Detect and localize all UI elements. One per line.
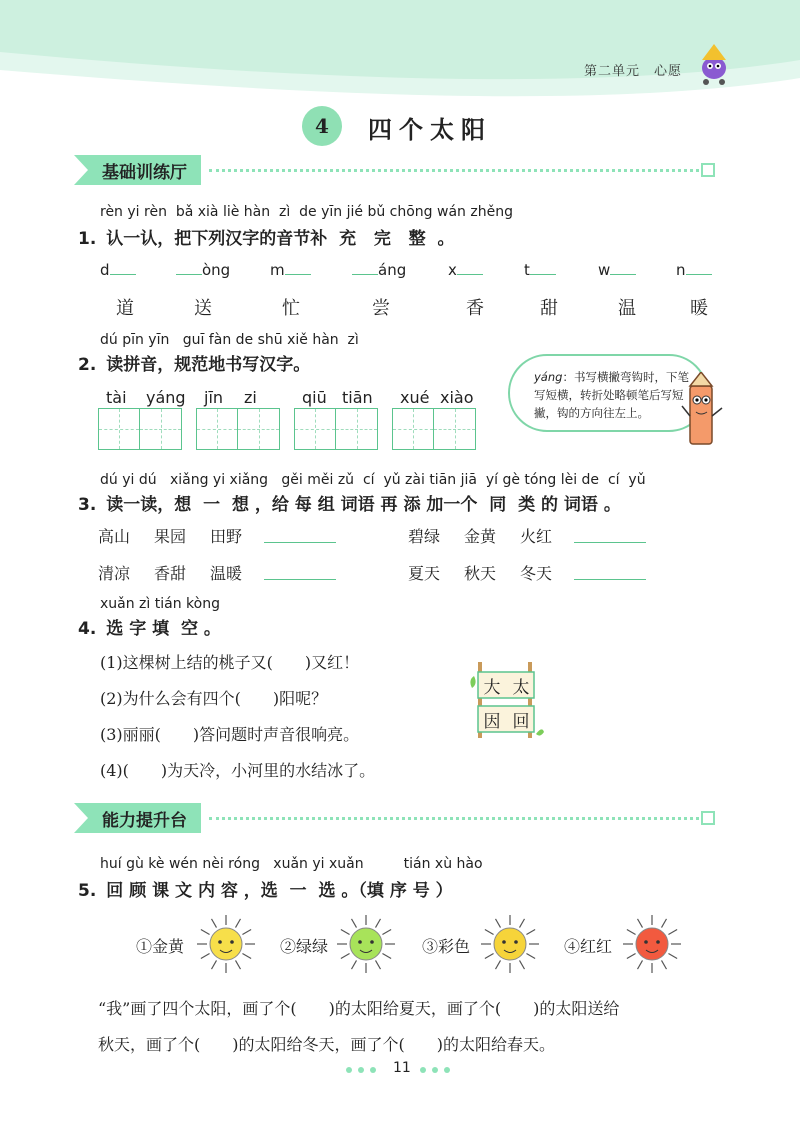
q5-prompt (78, 876, 453, 901)
answer-line[interactable] (457, 260, 483, 275)
q2-text: 读拼音，规范地书写汉字。 (106, 355, 311, 375)
page-dot (420, 1067, 426, 1073)
sign-char: 回 (512, 711, 530, 732)
grid-pinyin: qiū (302, 388, 327, 407)
hanzi-char: 温 (618, 298, 636, 319)
lesson-title: 四个太阳 (368, 115, 492, 144)
fill-sentence[interactable]: (4)( )为天冷，小河里的水结冰了。 (100, 761, 376, 780)
word-item: 高山 (98, 527, 131, 546)
hanzi-char: 道 (116, 298, 134, 319)
word-item: 火红 (520, 527, 553, 546)
syllable-blank[interactable] (524, 260, 556, 279)
hanzi-char: 甜 (540, 298, 558, 319)
writing-grid[interactable] (294, 408, 378, 450)
tip-bubble (508, 354, 708, 432)
answer-line[interactable] (610, 260, 636, 275)
grid-pinyin: jīn (204, 388, 224, 407)
word-item: 田野 (210, 527, 243, 546)
grid-cell[interactable] (238, 408, 280, 450)
syllable-final: áng (378, 261, 407, 279)
tip-pinyin: yáng (534, 370, 563, 384)
hanzi-char: 尝 (372, 298, 390, 319)
q3-prompt (78, 490, 621, 515)
writing-grid[interactable] (196, 408, 280, 450)
word-item: 夏天 (408, 564, 441, 583)
syllable-initial: d (100, 261, 110, 279)
grid-cell[interactable] (392, 408, 434, 450)
syllable-initial: w (598, 261, 611, 279)
option-label: ②绿绿 (280, 937, 329, 956)
answer-line[interactable] (352, 260, 378, 275)
q3-text: 读一读，想 一 想 ，给 每 组 词语 再 添 加一个 同 类 的 词语 。 (106, 495, 621, 515)
unit-label: 第二单元 心愿 (583, 64, 682, 79)
q2-pinyin: dú pīn yīn guī fàn de shū xiě hàn zì (100, 332, 359, 348)
word-item: 秋天 (464, 564, 497, 583)
answer-line[interactable] (574, 542, 646, 543)
syllable-blank[interactable] (448, 260, 483, 279)
syllable-blank[interactable] (676, 260, 712, 279)
section-title: 能力提升台 (74, 803, 201, 833)
q5-pinyin: huí gù kè wén nèi róng xuǎn yi xuǎn tián xù hào (100, 856, 483, 872)
page-dot (370, 1067, 376, 1073)
q4-number: 4. (78, 619, 97, 639)
syllable-initial: x (448, 261, 457, 279)
grid-pinyin: xué (400, 388, 430, 407)
grid-cell[interactable] (434, 408, 476, 450)
grid-pinyin: tiān (342, 388, 373, 407)
option-label: ③彩色 (422, 937, 471, 956)
grid-cell[interactable] (336, 408, 378, 450)
answer-line[interactable] (574, 579, 646, 580)
word-item: 冬天 (520, 564, 553, 583)
q2-number: 2. (78, 355, 97, 375)
syllable-blank[interactable] (100, 260, 136, 279)
q5-number: 5. (78, 881, 97, 901)
section-header-basic (74, 154, 715, 186)
q2-prompt (78, 350, 310, 375)
grid-pinyin: xiào (440, 388, 474, 407)
page-dot (358, 1067, 364, 1073)
q3-pinyin: dú yi dú xiǎng yi xiǎng gěi měi zǔ cí yǔ zài tiān jiā yí gè tóng lèi de cí yǔ (100, 472, 646, 488)
grid-cell[interactable] (294, 408, 336, 450)
tip-text: ：书写横撇弯钩时，下笔写短横，转折处略顿笔后写短撇，钩的方向往左上。 (534, 370, 689, 420)
page-dot (444, 1067, 450, 1073)
q4-prompt (78, 614, 221, 639)
word-item: 温暖 (210, 564, 243, 583)
page-dot (432, 1067, 438, 1073)
answer-line[interactable] (530, 260, 556, 275)
section-header-advanced (74, 802, 715, 834)
divider-end-square (701, 163, 715, 177)
syllable-blank[interactable] (270, 260, 311, 279)
sign-board-icon (466, 660, 546, 742)
answer-line[interactable] (686, 260, 712, 275)
lesson-number: 4 (302, 106, 342, 146)
word-item: 香甜 (154, 564, 187, 583)
q1-number: 1. (78, 229, 97, 249)
word-item: 果园 (154, 527, 187, 546)
mascot-icon (692, 42, 736, 86)
syllable-blank[interactable] (352, 260, 406, 279)
syllable-initial: m (270, 261, 285, 279)
sun-icon (620, 912, 684, 976)
q1-pinyin: rèn yi rèn bǎ xià liè hàn zì de yīn jié bǔ chōng wán zhěng (100, 204, 513, 220)
writing-grid[interactable] (98, 408, 182, 450)
q3-number: 3. (78, 495, 97, 515)
q5-line-2: 秋天，画了个( )的太阳给冬天，画了个( )的太阳给春天。 (98, 1035, 555, 1054)
fill-sentence[interactable]: (3)丽丽( )答问题时声音很响亮。 (100, 725, 360, 744)
q1-prompt (78, 224, 454, 249)
answer-line[interactable] (110, 260, 136, 275)
dotted-divider (209, 169, 699, 172)
section-title: 基础训练厅 (74, 155, 201, 185)
grid-pinyin: zi (244, 388, 257, 407)
sun-icon (334, 912, 398, 976)
sun-icon (194, 912, 258, 976)
option-label: ①金黄 (136, 937, 185, 956)
syllable-blank[interactable] (176, 260, 230, 279)
grid-cell[interactable] (140, 408, 182, 450)
divider-end-square (701, 811, 715, 825)
header-band (0, 0, 800, 110)
syllable-initial: n (676, 261, 686, 279)
fill-sentence[interactable]: (2)为什么会有四个( )阳呢？ (100, 689, 328, 708)
page-dot (346, 1067, 352, 1073)
word-item: 金黄 (464, 527, 497, 546)
sign-char: 太 (512, 677, 530, 698)
q4-text: 选 字 填 空 。 (106, 619, 221, 639)
sign-char: 因 (483, 711, 501, 732)
q5-text: 回 顾 课 文 内 容 ，选 一 选 。（填 序 号 ） (106, 881, 453, 901)
hanzi-char: 送 (194, 298, 212, 319)
grid-cell[interactable] (196, 408, 238, 450)
word-item: 清凉 (98, 564, 131, 583)
grid-pinyin: tài (106, 388, 127, 407)
grid-pinyin: yáng (146, 388, 186, 407)
syllable-initial: t (524, 261, 530, 279)
writing-grid[interactable] (392, 408, 476, 450)
q4-pinyin: xuǎn zì tián kòng (100, 596, 220, 612)
page-number: 11 (393, 1060, 411, 1076)
hanzi-char: 香 (466, 298, 484, 319)
answer-line[interactable] (176, 260, 202, 275)
answer-line[interactable] (285, 260, 311, 275)
hanzi-char: 忙 (282, 298, 300, 319)
word-item: 碧绿 (408, 527, 441, 546)
fill-sentence[interactable]: (1)这棵树上结的桃子又( )又红！ (100, 653, 360, 672)
sign-char: 大 (483, 677, 501, 698)
pencil-mascot-icon (680, 372, 724, 452)
syllable-blank[interactable] (598, 260, 636, 279)
q1-text: 认一认，把下列汉字的音节补 充 完 整 。 (106, 229, 455, 249)
syllable-final: òng (202, 261, 231, 279)
dotted-divider (209, 817, 699, 820)
grid-cell[interactable] (98, 408, 140, 450)
q5-line-1: “我”画了四个太阳，画了个( )的太阳给夏天，画了个( )的太阳送给 (98, 999, 620, 1018)
sun-icon (478, 912, 542, 976)
option-label: ④红红 (564, 937, 613, 956)
answer-line[interactable] (264, 579, 336, 580)
answer-line[interactable] (264, 542, 336, 543)
hanzi-char: 暖 (690, 298, 708, 319)
